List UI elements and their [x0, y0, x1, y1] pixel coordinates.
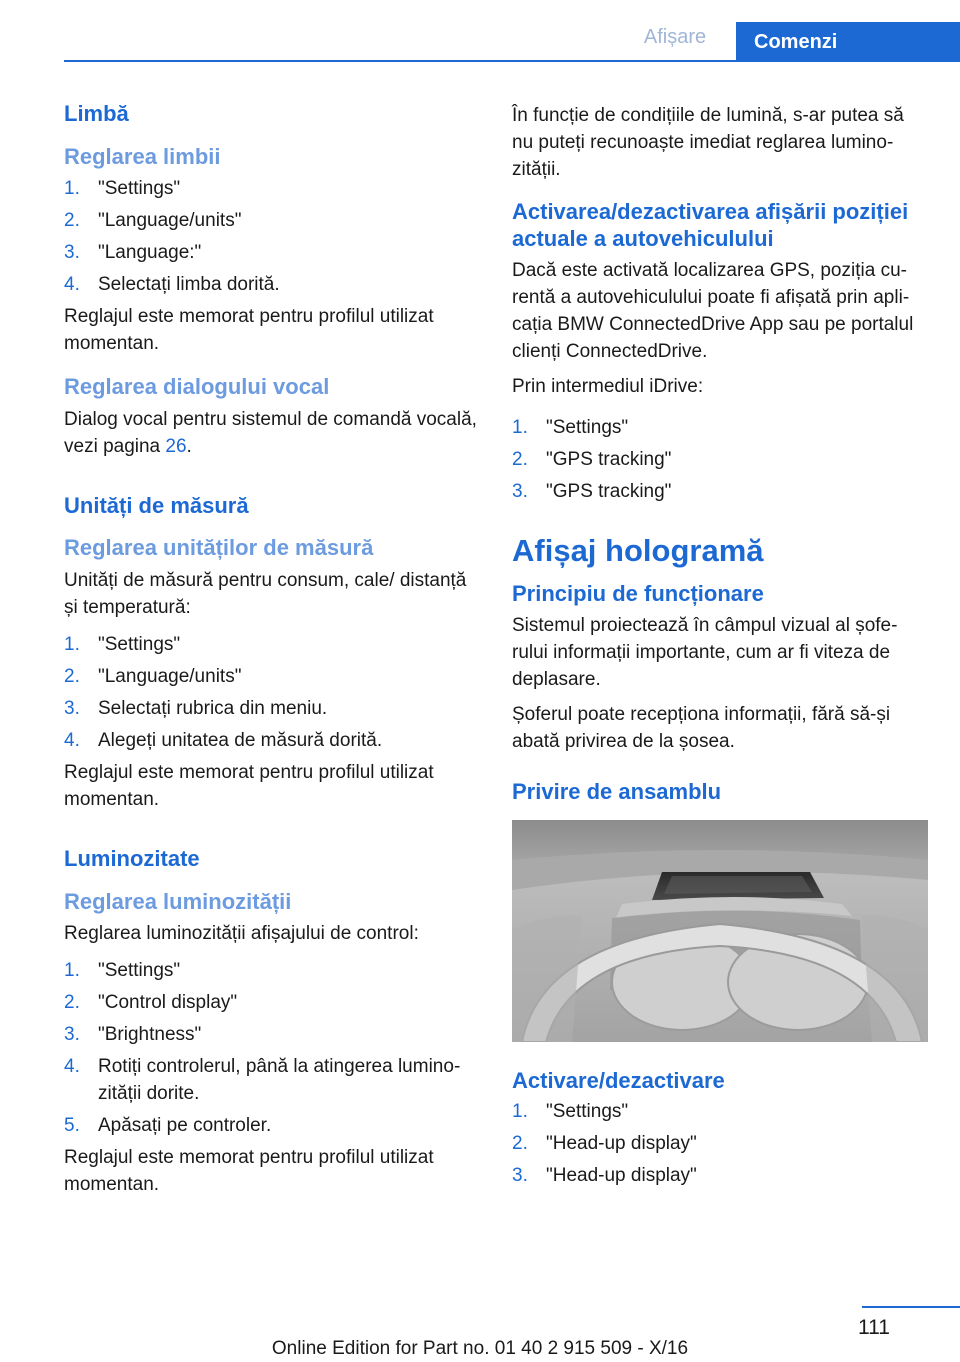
position-steps: [512, 414, 926, 505]
subsection-title-set-units: Reglarea unităților de măsură: [64, 535, 374, 561]
set-language-note: Reglajul este memorat pentru profilul utilizat momentan.: [64, 306, 434, 355]
subsection-title-overview: Privire de ansamblu: [512, 778, 722, 804]
set-units-steps: [64, 631, 478, 754]
list-item: 2. "Language/units": [64, 665, 242, 687]
list-item: 3. "Language:": [64, 242, 202, 264]
list-item: 4. Selectați limba dorită.: [64, 274, 280, 296]
list-item: 2. "Control display": [64, 992, 238, 1014]
position-text: Dacă este activată localizarea GPS, poziția curentă a autovehiculului poate fi afișată prin aplicația BMW ConnectedDrive App sau pe portalul clienți ConnectedDrive.: [512, 259, 914, 362]
page-header: [0, 0, 960, 62]
list-item: 4. Alegeți unitatea de măsură dorită.: [64, 729, 383, 751]
activate-steps: [512, 1098, 926, 1189]
subsection-title-principle: Principiu de funcționare: [512, 580, 764, 606]
tab-controls[interactable]: Comenzi: [736, 22, 960, 62]
list-item: 1. "Settings": [64, 178, 181, 200]
header-rule: [64, 60, 960, 62]
list-item: 1. "Settings": [64, 633, 181, 655]
page-number: 111: [858, 1316, 890, 1339]
list-item: 2. "Head-up display": [512, 1133, 697, 1155]
set-units-text: Unități de măsură pentru consum, cale/ distanță și temperatură:: [64, 569, 467, 618]
list-item: 3. "Brightness": [64, 1024, 202, 1046]
set-units-note: Reglajul este memorat pentru profilul utilizat momentan.: [64, 761, 434, 810]
principle-text: Sistemul proiectează în câmpul vizual al șoferului informații importante, cum ar fi viteza de deplasare.: [512, 614, 898, 690]
voice-text: Dialog vocal pentru sistemul de comandă vocală, vezi pagina 26.: [64, 408, 477, 457]
hud-dashboard-image: [512, 820, 928, 1042]
list-item: 5. Apăsați pe controler.: [64, 1115, 272, 1137]
subsection-title-activate: Activare/dezactivare: [512, 1067, 725, 1093]
list-item: 3. "GPS tracking": [512, 480, 672, 502]
list-item: 1. "Settings": [512, 416, 629, 438]
left-column: [64, 98, 478, 1206]
position-via: Prin intermediul iDrive:: [512, 375, 704, 397]
list-item: 4. Rotiți controlerul, până la atingerea luminozității dorite.: [64, 1056, 461, 1105]
light-text: În funcție de condițiile de lumină, s-ar putea să nu puteți recunoaște imediat reglarea luminozității.: [512, 105, 904, 180]
set-brightness-note: Reglajul este memorat pentru profilul utilizat momentan.: [64, 1147, 434, 1196]
list-item: 1. "Settings": [64, 960, 181, 982]
section-title-language: Limbă: [64, 101, 129, 126]
page-link[interactable]: 26: [165, 435, 187, 457]
subsection-title-voice: Reglarea dialogului vocal: [64, 374, 330, 400]
section-title-brightness: Luminozitate: [64, 845, 200, 871]
edition-footer: Online Edition for Part no. 01 40 2 915 509 - X/16: [271, 1338, 689, 1359]
section-title-units: Unități de măsură: [64, 492, 249, 518]
set-language-steps: [64, 175, 478, 298]
dashboard-illustration: [512, 820, 928, 1042]
list-item: 1. "Settings": [512, 1101, 629, 1123]
list-item: 2. "GPS tracking": [512, 448, 672, 470]
tab-display[interactable]: Afișare: [643, 26, 707, 48]
list-item: 3. Selectați rubrica din meniu.: [64, 697, 328, 719]
list-item: 3. "Head-up display": [512, 1165, 697, 1187]
footer-rule: [862, 1306, 960, 1308]
subsection-title-set-brightness: Reglarea luminozității: [64, 888, 292, 914]
subsection-title-set-language: Reglarea limbii: [64, 143, 221, 169]
section-title-hud: Afișaj hologramă: [512, 532, 764, 568]
subsection-title-position: Activarea/dezactivarea afișării poziției actuale a autovehiculului: [512, 199, 909, 251]
set-brightness-steps: [64, 957, 478, 1139]
list-item: 2. "Language/units": [64, 210, 242, 232]
set-brightness-text: Reglarea luminozității afișajului de control:: [64, 923, 419, 945]
right-column: [512, 102, 926, 1194]
principle-text-2: Șoferul poate recepționa informații, fără să-și abată privirea de la șosea.: [512, 703, 891, 752]
